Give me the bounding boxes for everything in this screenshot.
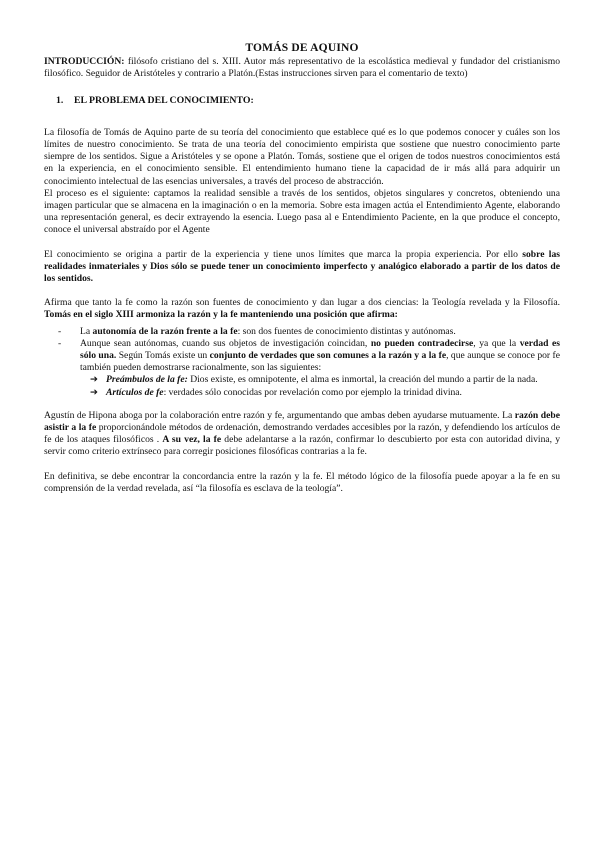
list-text: Aunque sean autónomas, cuando sus objetos de investigación coincidan, [80, 337, 371, 349]
common-truths-list [80, 374, 560, 398]
list-item-articles [90, 387, 560, 399]
augustine-text: proporcionándole métodos de ordenación, demostrando verdades accesibles por la razón, y defendiendo los artículos de fe de los ataques filosóficos . [44, 422, 560, 446]
arrow-icon: ➔ [90, 386, 99, 398]
list-text: , ya que la [473, 337, 520, 349]
intro-label: INTRODUCCIÓN: [44, 56, 125, 68]
list-bold: verdad es sólo una. [80, 337, 560, 362]
list-item-no-contradiction [58, 338, 560, 399]
articles-label: Artículos de fe [106, 386, 164, 398]
paragraph-conclusion: En definitiva, se debe encontrar la concordancia entre la razón y la fe. El método lógico de la filosofía puede apoyar a la fe en su comprensión de la verdad revelada, así “la filosofía es esclava de la teología”. [44, 470, 560, 494]
list-bold: no pueden contradecirse [370, 337, 474, 349]
augustine-bold: razón debe asistir a la fe [44, 409, 560, 434]
paragraph-faith-reason-bold: Tomás en el siglo XIII armoniza la razón y la fe manteniendo una posición que afirma: [44, 309, 398, 321]
list-text: : son dos fuentes de conocimiento distintas y autónomas. [237, 325, 456, 337]
intro-text: filósofo cristiano del s. XIII. Autor más representativo de la escolástica medieval y fundador del cristianismo filosófico. Seguidor de Aristóteles y contrario a Platón.(Estas instrucciones sirven para el comentario de texto) [44, 56, 560, 80]
paragraph-faith-reason [44, 297, 560, 321]
list-bold: conjunto de verdades que son comunes a la razón y a la fe [209, 350, 447, 362]
paragraph-process: El proceso es el siguiente: captamos la realidad sensible a través de los sentidos, objetos singulares y concretos, obteniendo una imagen particular que se almacena en la imaginación o en la memoria. Sobre esta imagen actúa el Entendimiento Agente, elaborando una representación general, es decir extrayendo la esencia. Luego pasa al e Entendimiento Paciente, en la que produce el concepto, conoce el universal abstraído por el Agente [44, 187, 560, 236]
preambles-text: Dios existe, es omnipotente, el alma es inmortal, la creación del mundo a partir de la nada. [187, 374, 538, 386]
positions-list [44, 326, 560, 399]
augustine-text: debe adelantarse a la razón, confirmar lo descubierto por esta con autoridad divina, y servir como criterio extrínseco para corregir posiciones filosóficas contrarias a la fe. [44, 434, 560, 458]
paragraph-augustine [44, 410, 560, 459]
articles-text: : verdades sólo conocidas por revelación como por ejemplo la trinidad divina. [163, 386, 462, 398]
list-text: , que aunque se conoce por fe también pueden demostrarse racionalmente, son las siguientes: [80, 350, 560, 374]
section-heading-knowledge [56, 95, 560, 107]
augustine-bold: A su vez, la fe [162, 434, 222, 446]
list-bold: autonomía de la razón frente a la fe [92, 325, 238, 337]
paragraph-limits-bold: sobre las realidades inmateriales y Dios sólo se puede tener un conocimiento imperfecto y analógico elaborado a partir de los datos de los sentidos. [44, 248, 560, 285]
paragraph-limits-text: El conocimiento se origina a partir de la experiencia y tiene unos límites que marca la propia experiencia. Por ello [44, 248, 523, 260]
section-number: 1. [56, 94, 64, 106]
list-item-autonomy [58, 326, 560, 338]
preambles-label: Preámbulos de la fe: [106, 374, 188, 386]
paragraph-limits [44, 249, 560, 286]
augustine-text: Agustín de Hipona aboga por la colaboración entre razón y fe, argumentando que ambas deben ayudarse mutuamente. La [44, 409, 515, 421]
paragraph-theory: La filosofía de Tomás de Aquino parte de su teoría del conocimiento que establece qué es lo que podemos conocer y cuáles son los límites de nuestro conocimiento. Se trata de una teoría del conocimiento empirista que sostiene que nuestro conocimiento parte siempre de los sentidos. Sigue a Aristóteles y se opone a Platón. Tomás, sostiene que el origen de todos nuestros conocimientos está en la experiencia, en el conocimiento sensible. El entendimiento humano tiene la capacidad de ir más allá para adquirir un conocimiento intelectual de las esencias universales, a través del proceso de abstracción. [44, 126, 560, 187]
intro-paragraph [44, 56, 560, 80]
document-title: TOMÁS DE AQUINO [245, 42, 359, 54]
document-page [44, 42, 560, 495]
list-text: Según Tomás existe un [116, 350, 210, 362]
paragraph-faith-reason-text: Afirma que tanto la fe como la razón son fuentes de conocimiento y dan lugar a dos ciencias: la Teología revelada y la Filosofía. [44, 297, 560, 309]
arrow-icon: ➔ [90, 374, 99, 386]
list-text: La [80, 325, 93, 337]
section-title: EL PROBLEMA DEL CONOCIMIENTO: [74, 94, 254, 106]
list-item-preambles [90, 374, 560, 386]
